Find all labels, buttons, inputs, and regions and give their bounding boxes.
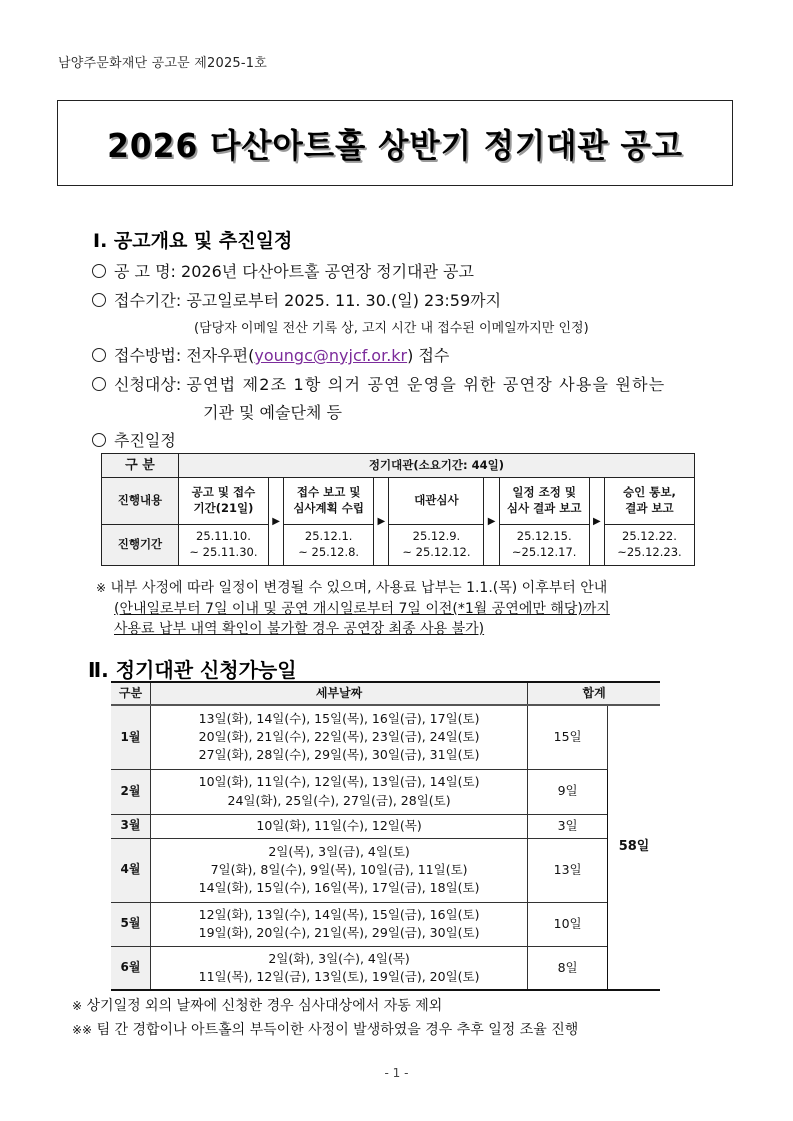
count-jan: 15일 <box>528 705 608 769</box>
double-reference-mark-icon: ※※ <box>72 1023 93 1037</box>
header-category: 구분 <box>111 682 150 705</box>
month-mar: 3월 <box>111 814 150 838</box>
month-feb: 2월 <box>111 769 150 814</box>
item-reception-method <box>92 343 449 366</box>
schedule-notice-line2: (안내일로부터 7일 이내 및 공연 개시일로부터 7일 이전(*1월 공연에만 해당)까지 <box>114 601 610 617</box>
title-box <box>57 100 733 186</box>
step-2-period: 25.12.1. ~ 25.12.8. <box>284 525 374 566</box>
row-label-period: 진행기간 <box>102 525 179 566</box>
available-dates-table <box>111 681 660 991</box>
value: 공고일로부터 2025. 11. 30.(일) 23:59까지 <box>186 291 502 310</box>
value-prefix: 전자우편( <box>186 346 255 365</box>
section2-note-2: ※※ 팀 간 경합이나 아트홀의 부득이한 사정이 발생하였을 경우 추후 일정 조율 진행 <box>72 1022 579 1038</box>
step-1-period: 25.11.10. ~ 25.11.30. <box>178 525 268 566</box>
dates-jun: 2일(화), 3일(수), 4일(목) 11일(목), 12일(금), 13일(토), 19일(금), 20일(토) <box>150 946 527 990</box>
schedule-notice-line3: 사용료 납부 내역 확인이 불가할 경우 공연장 최종 사용 불가) <box>114 621 485 637</box>
email-link[interactable]: youngc@nyjcf.or.kr <box>254 346 408 365</box>
item-announcement-name <box>92 259 474 282</box>
circle-bullet-icon <box>92 293 106 307</box>
value-suffix: ) 접수 <box>407 346 450 365</box>
circle-bullet-icon <box>92 264 106 278</box>
section2-note-1: ※ 상기일정 외의 날짜에 신청한 경우 심사대상에서 자동 제외 <box>72 998 443 1014</box>
label: 신청대상: <box>114 375 182 394</box>
step-4-period: 25.12.15. ~25.12.17. <box>499 525 589 566</box>
value: 공연법 제2조 1항 의거 공연 운영을 위한 공연장 사용을 원하는 <box>186 375 666 394</box>
label: 접수기간: <box>114 291 182 310</box>
grand-total: 58일 <box>608 705 660 990</box>
section-1-heading: Ⅰ. 공고개요 및 추진일정 <box>93 230 293 252</box>
dates-may: 12일(화), 13일(수), 14일(목), 15일(금), 16일(토) 19일(화), 20일(수), 21일(목), 29일(금), 30일(토) <box>150 902 527 946</box>
count-mar: 3일 <box>528 814 608 838</box>
step-3-period: 25.12.9. ~ 25.12.12. <box>389 525 484 566</box>
reference-mark-icon: ※ <box>72 999 83 1013</box>
count-jun: 8일 <box>528 946 608 990</box>
label: 공 고 명: <box>114 262 176 281</box>
arrow-icon: ▶ <box>374 478 389 566</box>
month-jun: 6월 <box>111 946 150 990</box>
arrow-icon: ▶ <box>589 478 604 566</box>
step-5-period: 25.12.22. ~25.12.23. <box>604 525 694 566</box>
count-feb: 9일 <box>528 769 608 814</box>
step-4-content: 일정 조정 및 심사 결과 보고 <box>499 478 589 525</box>
schedule-header-label: 구 분 <box>102 454 179 478</box>
reception-period-note: (담당자 이메일 전산 기록 상, 고지 시간 내 접수된 이메일까지만 인정) <box>194 321 589 336</box>
item-eligibility <box>92 372 665 395</box>
header-total: 합계 <box>528 682 660 705</box>
section-2-heading: Ⅱ. 정기대관 신청가능일 <box>88 658 297 682</box>
item-schedule <box>92 428 176 451</box>
eligibility-line2: 기관 및 예술단체 등 <box>203 403 342 422</box>
document-number: 남양주문화재단 공고문 제2025-1호 <box>58 56 268 71</box>
count-apr: 13일 <box>528 838 608 902</box>
step-1-content: 공고 및 접수 기간(21일) <box>178 478 268 525</box>
label: 접수방법: <box>114 346 182 365</box>
step-3-content: 대관심사 <box>389 478 484 525</box>
step-2-content: 접수 보고 및 심사계획 수립 <box>284 478 374 525</box>
month-apr: 4월 <box>111 838 150 902</box>
page-title: 2026 다산아트홀 상반기 정기대관 공고 <box>107 125 683 165</box>
circle-bullet-icon <box>92 377 106 391</box>
schedule-table <box>101 453 695 566</box>
count-may: 10일 <box>528 902 608 946</box>
circle-bullet-icon <box>92 348 106 362</box>
step-5-content: 승인 통보, 결과 보고 <box>604 478 694 525</box>
row-label-content: 진행내용 <box>102 478 179 525</box>
page-number: - 1 - <box>384 1066 409 1080</box>
month-may: 5월 <box>111 902 150 946</box>
item-reception-period <box>92 288 501 311</box>
arrow-icon: ▶ <box>268 478 283 566</box>
label: 추진일정 <box>114 431 176 450</box>
dates-jan: 13일(화), 14일(수), 15일(목), 16일(금), 17일(토) 20일(화), 21일(수), 22일(목), 23일(금), 24일(토) 27일(화), 28일(수), 29일(목), 30일(금), 31일(토) <box>150 705 527 769</box>
header-dates: 세부날짜 <box>150 682 527 705</box>
reference-mark-icon: ※ <box>96 581 107 595</box>
schedule-header-value: 정기대관(소요기간: 44일) <box>178 454 694 478</box>
dates-mar: 10일(화), 11일(수), 12일(목) <box>150 814 527 838</box>
schedule-notice-line1: ※ 내부 사정에 따라 일정이 변경될 수 있으며, 사용료 납부는 1.1.(목) 이후부터 안내 <box>96 580 608 596</box>
dates-feb: 10일(화), 11일(수), 12일(목), 13일(금), 14일(토) 24일(화), 25일(수), 27일(금), 28일(토) <box>150 769 527 814</box>
circle-bullet-icon <box>92 433 106 447</box>
dates-apr: 2일(목), 3일(금), 4일(토) 7일(화), 8일(수), 9일(목), 10일(금), 11일(토) 14일(화), 15일(수), 16일(목), 17일(금), 18일(토) <box>150 838 527 902</box>
arrow-icon: ▶ <box>484 478 499 566</box>
value: 2026년 다산아트홀 공연장 정기대관 공고 <box>181 262 474 281</box>
month-jan: 1월 <box>111 705 150 769</box>
